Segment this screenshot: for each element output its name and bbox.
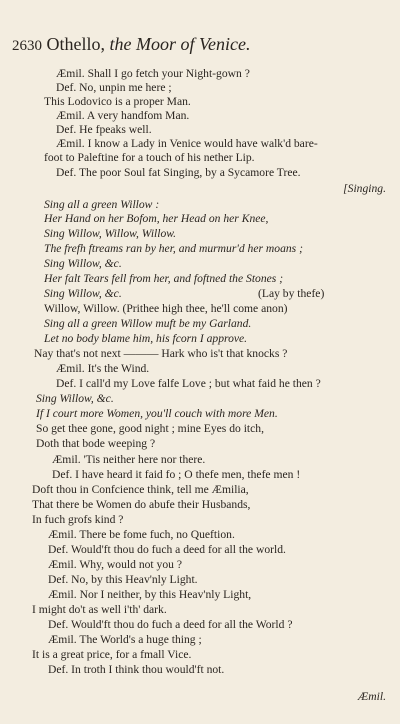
- text-line: Doth that bode weeping ?: [36, 437, 156, 450]
- text-line: Def. Would'ft thou do fuch a deed for all the World ?: [48, 618, 293, 631]
- text-line: Æmil. I know a Lady in Venice would have walk'd bare-: [56, 137, 318, 150]
- page-number: 2630: [12, 38, 42, 54]
- text-line: Æmil. The World's a huge thing ;: [48, 633, 202, 646]
- running-header: [12, 33, 390, 57]
- song-line: Sing Willow, Willow, Willow.: [44, 227, 177, 240]
- text-line: Æmil. Why, would not you ?: [48, 558, 182, 571]
- song-line: Let no body blame him, his fcorn I approve.: [44, 332, 248, 345]
- catchword: Æmil.: [357, 690, 386, 703]
- text-line: Æmil. Shall I go fetch your Night-gown ?: [56, 67, 250, 80]
- text-line: Def. No, unpin me here ;: [56, 81, 172, 94]
- aside-text: (Lay by thefe): [258, 287, 325, 300]
- text-line: Def. Would'ft thou do fuch a deed for all the world.: [48, 543, 286, 556]
- song-line: Her falt Tears fell from her, and foftned the Stones ;: [44, 272, 284, 285]
- text-line: Æmil. A very handfom Man.: [56, 109, 190, 122]
- song-line: Her Hand on her Bofom, her Head on her Knee,: [44, 212, 269, 225]
- text-line: Doft thou in Confcience think, tell me Æmilia,: [32, 483, 249, 496]
- song-line: Sing Willow, &c.: [36, 392, 114, 405]
- text-line: Def. In troth I think thou would'ft not.: [48, 663, 225, 676]
- text-line: I might do't as well i'th' dark.: [32, 603, 167, 616]
- text-line: Æmil. There be fome fuch, no Queftion.: [48, 528, 235, 541]
- text-line: Def. I call'd my Love falfe Love ; but what faid he then ?: [56, 377, 321, 390]
- text-line: Æmil. Nor I neither, by this Heav'nly Light,: [48, 588, 252, 601]
- text-line: Æmil. It's the Wind.: [56, 362, 150, 375]
- song-line: The frefh ftreams ran by her, and murmur'd her moans ;: [44, 242, 303, 255]
- song-line: If I court more Women, you'll couch with more Men.: [36, 407, 278, 420]
- song-line: Sing all a green Willow muft be my Garland.: [44, 317, 252, 330]
- text-line: This Lodovico is a proper Man.: [44, 95, 191, 108]
- header-title-roman: Othello,: [46, 34, 105, 54]
- text-line: foot to Paleftine for a touch of his nether Lip.: [44, 151, 255, 164]
- text-line: So get thee gone, good night ; mine Eyes do itch,: [36, 422, 264, 435]
- text-line: Nay that's not next ——— Hark who is't that knocks ?: [34, 347, 288, 360]
- text-line: Def. The poor Soul fat Singing, by a Sycamore Tree.: [56, 166, 301, 179]
- text-line: Willow, Willow. (Prithee high thee, he'll come anon): [44, 302, 288, 315]
- text-line: In fuch grofs kind ?: [32, 513, 124, 526]
- header-title-italic: the Moor of Venice.: [109, 34, 251, 54]
- text-line: Æmil. 'Tis neither here nor there.: [52, 453, 206, 466]
- text-line: That there be Women do abufe their Husbands,: [32, 498, 251, 511]
- stage-direction: [Singing.: [343, 182, 386, 195]
- text-line: Def. He fpeaks well.: [56, 123, 152, 136]
- song-line: Sing all a green Willow :: [44, 198, 160, 211]
- text-line: Def. No, by this Heav'nly Light.: [48, 573, 198, 586]
- song-line: Sing Willow, &c.: [44, 287, 122, 300]
- text-line: It is a great price, for a fmall Vice.: [32, 648, 192, 661]
- text-line: Def. I have heard it faid fo ; O thefe men, thefe men !: [52, 468, 301, 481]
- song-line: Sing Willow, &c.: [44, 257, 122, 270]
